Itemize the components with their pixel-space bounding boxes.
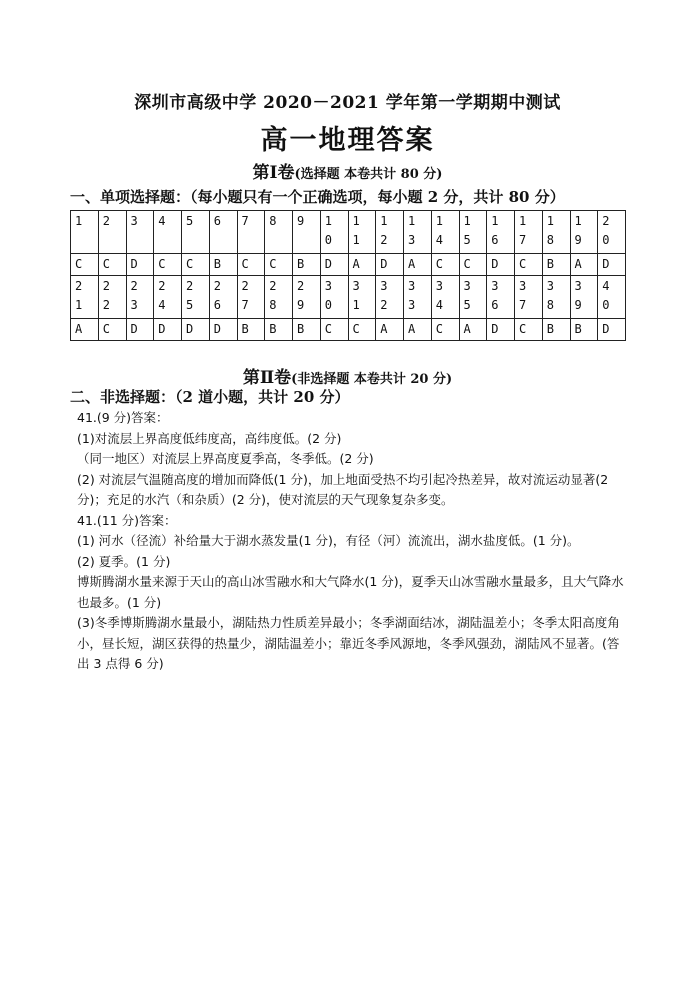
answer-cell: C xyxy=(515,254,543,276)
answer-cell: D xyxy=(598,319,626,341)
question-number-cell: 1 2 xyxy=(376,211,404,254)
answer-cell: C xyxy=(348,319,376,341)
answer-row xyxy=(71,319,626,341)
question-number-cell: 3 5 xyxy=(459,276,487,319)
page-title: 高一地理答案 xyxy=(260,125,435,156)
question-number-cell: 1 8 xyxy=(542,211,570,254)
answer-line: （同一地区）对流层上界高度夏季高，冬季低。(2 分) xyxy=(77,451,374,466)
part1-note: (选择题 本卷共计 80 分) xyxy=(294,167,443,182)
question-number-cell: 1 6 xyxy=(487,211,515,254)
answer-cell: A xyxy=(459,319,487,341)
answer-line: (1)对流层上界高度低纬度高，高纬度低。(2 分) xyxy=(77,430,342,446)
answer-cell: C xyxy=(265,254,293,276)
answer-table-body xyxy=(71,211,626,341)
answer-cell: A xyxy=(404,254,432,276)
question-number-cell: 1 5 xyxy=(459,211,487,254)
answer-cell: C xyxy=(431,254,459,276)
answer-line: 41.(11 分)答案： xyxy=(77,512,177,528)
question-number-cell: 3 7 xyxy=(515,276,543,319)
answer-cell: B xyxy=(570,319,598,341)
answer-cell: D xyxy=(487,254,515,276)
answer-cell: A xyxy=(376,319,404,341)
answer-line: (3)冬季博斯腾湖水量最小，湖陆热力性质差异最小；冬季湖面结冰，湖陆温差小；冬季太阳高度角小，昼长短，湖区获得的热量少，湖陆温差小；靠近冬季风源地，冬季风强劲，湖陆风不显著。(答出 3 点得 6 分) xyxy=(77,615,620,671)
answer-cell: C xyxy=(431,319,459,341)
answer-cell: B xyxy=(237,319,265,341)
answer-line: 41.(9 分)答案： xyxy=(77,410,169,425)
question-number-cell: 2 0 xyxy=(598,211,626,254)
question-number-cell: 2 6 xyxy=(209,276,237,319)
question-number-cell: 3 2 xyxy=(376,276,404,319)
question-number-cell: 2 xyxy=(98,211,126,254)
question-number-cell: 2 1 xyxy=(71,276,99,319)
answer-cell: A xyxy=(71,319,99,341)
question-number-cell: 1 4 xyxy=(431,211,459,254)
answer-cell: A xyxy=(570,254,598,276)
answer-cell: D xyxy=(487,319,515,341)
answer-table xyxy=(70,210,626,341)
part1-title: 第Ⅰ卷 xyxy=(252,163,295,183)
question-number-cell: 2 9 xyxy=(293,276,321,319)
answer-cell: C xyxy=(154,254,182,276)
answer-cell: C xyxy=(182,254,210,276)
question-number-cell: 3 0 xyxy=(320,276,348,319)
answer-cell: D xyxy=(154,319,182,341)
answer-row xyxy=(71,254,626,276)
question-number-cell: 1 7 xyxy=(515,211,543,254)
answer-cell: B xyxy=(209,254,237,276)
part2-heading xyxy=(0,363,695,388)
question-number-cell: 3 9 xyxy=(570,276,598,319)
answer-cell: C xyxy=(459,254,487,276)
answer-cell: B xyxy=(542,254,570,276)
answer-line: (2) 夏季。(1 分) xyxy=(77,553,171,569)
answer-cell: D xyxy=(320,254,348,276)
answer-line: (1) 河水（径流）补给量大于湖水蒸发量(1 分)，有径（河）流流出，湖水盐度低。(1 分)。 xyxy=(77,533,580,548)
question-number-cell: 1 9 xyxy=(570,211,598,254)
section2-heading: 二、非选择题：（2 道小题，共计 20 分） xyxy=(70,388,350,406)
answer-cell: D xyxy=(598,254,626,276)
part1-heading xyxy=(0,158,695,183)
question-number-cell: 4 0 xyxy=(598,276,626,319)
school-exam-title: 深圳市高级中学 2020－2021 学年第一学期期中测试 xyxy=(134,93,561,113)
answer-cell: D xyxy=(126,319,154,341)
question-number-cell: 7 xyxy=(237,211,265,254)
question-number-cell: 3 6 xyxy=(487,276,515,319)
question-number-row xyxy=(71,211,626,254)
question-number-cell: 2 5 xyxy=(182,276,210,319)
question-number-cell: 1 1 xyxy=(348,211,376,254)
answer-cell: D xyxy=(126,254,154,276)
question-number-cell: 9 xyxy=(293,211,321,254)
answer-cell: B xyxy=(542,319,570,341)
answer-cell: B xyxy=(293,254,321,276)
part2-note: (非选择题 本卷共计 20 分) xyxy=(291,372,453,387)
question-number-cell: 3 8 xyxy=(542,276,570,319)
question-number-cell: 6 xyxy=(209,211,237,254)
question-number-cell: 5 xyxy=(182,211,210,254)
answer-cell: D xyxy=(182,319,210,341)
answer-cell: C xyxy=(98,254,126,276)
answer-cell: C xyxy=(237,254,265,276)
answer-cell: A xyxy=(404,319,432,341)
answer-cell: D xyxy=(209,319,237,341)
question-number-cell: 2 3 xyxy=(126,276,154,319)
question-number-cell: 2 8 xyxy=(265,276,293,319)
answer-cell: C xyxy=(98,319,126,341)
answer-cell: B xyxy=(265,319,293,341)
question-number-cell: 2 7 xyxy=(237,276,265,319)
question-number-cell: 3 xyxy=(126,211,154,254)
answer-cell: C xyxy=(71,254,99,276)
question-number-cell: 3 3 xyxy=(404,276,432,319)
answer-cell: C xyxy=(515,319,543,341)
section1-heading: 一、单项选择题：（每小题只有一个正确选项，每小题 2 分，共计 80 分） xyxy=(70,188,565,206)
answer-line: 博斯腾湖水量来源于天山的高山冰雪融水和大气降水(1 分)，夏季天山冰雪融水量最多，且大气降水也最多。(1 分) xyxy=(77,574,624,610)
answer-body-text xyxy=(77,408,625,675)
answer-cell: B xyxy=(293,319,321,341)
question-number-cell: 2 4 xyxy=(154,276,182,319)
answer-cell: C xyxy=(320,319,348,341)
question-number-cell: 1 xyxy=(71,211,99,254)
question-number-cell: 3 1 xyxy=(348,276,376,319)
question-number-row xyxy=(71,276,626,319)
question-number-cell: 4 xyxy=(154,211,182,254)
answer-cell: A xyxy=(348,254,376,276)
answer-cell: D xyxy=(376,254,404,276)
question-number-cell: 8 xyxy=(265,211,293,254)
answer-line: (2) 对流层气温随高度的增加而降低(1 分)，加上地面受热不均引起冷热差异，故对流运动显著(2 分)；充足的水汽（和杂质）(2 分)，使对流层的天气现象复杂多变。 xyxy=(77,471,609,507)
question-number-cell: 1 3 xyxy=(404,211,432,254)
part2-title: 第Ⅱ卷 xyxy=(242,368,292,388)
question-number-cell: 1 0 xyxy=(320,211,348,254)
question-number-cell: 2 2 xyxy=(98,276,126,319)
question-number-cell: 3 4 xyxy=(431,276,459,319)
